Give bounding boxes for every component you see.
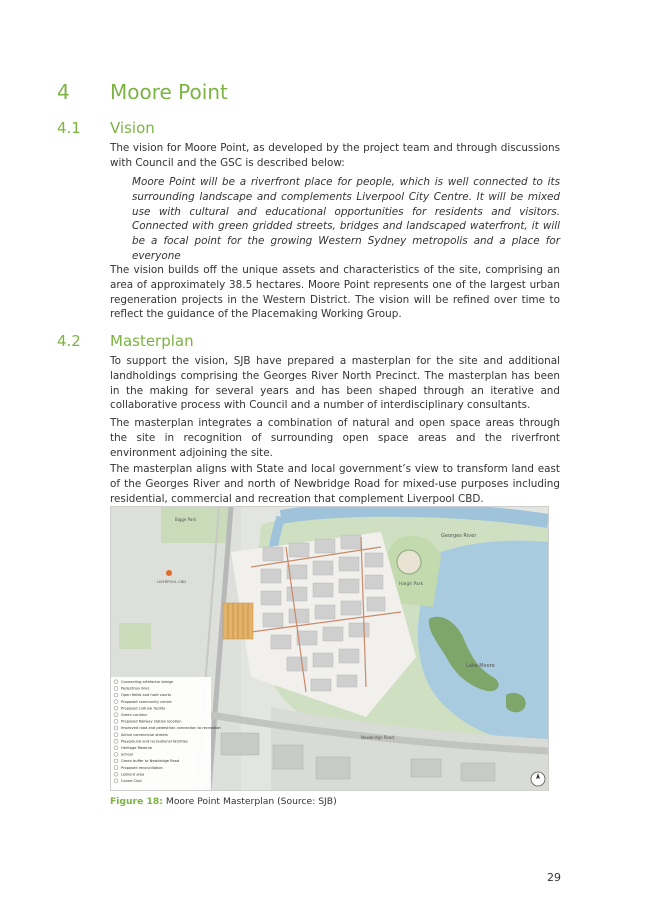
legend-item: Improved road and pedestrian connection to recreation: [121, 726, 221, 731]
figure-caption-label: Figure 18:: [110, 796, 163, 807]
legend-item: Pedestrian links: [121, 686, 150, 691]
figure-caption-text: Moore Point Masterplan (Source: SJB): [162, 796, 337, 807]
legend-marker-icon: [114, 733, 118, 737]
section-heading: [0, 80, 653, 108]
map-label-top-left: Bigge Park: [175, 517, 197, 522]
legend-item: Proposed cultural facility: [121, 706, 166, 711]
legend-item: Proposed Railway station location: [121, 719, 182, 724]
legend-marker-icon: [114, 686, 118, 690]
legend-item: Proposed community centre: [121, 699, 172, 704]
map-label-river: Georges River: [441, 533, 477, 539]
legend-marker-icon: [114, 779, 118, 783]
legend-item: Playground and recreational facilities: [121, 739, 188, 744]
legend-item: Active commercial streets: [121, 732, 168, 737]
legend-item: Lookout area: [121, 772, 145, 777]
masterplan-map-figure: [110, 506, 549, 791]
masterplan-paragraph-1: To support the vision, SJB have prepared a masterplan for the site and additional landholdings comprising the Georges River North Precinct. The masterplan has been in the making for several years and has been shaped through an iterative and collaborative process with Council and a number of interdisciplinary consultants.: [110, 355, 560, 412]
legend-marker-icon: [114, 680, 118, 684]
section-title: Moore Point: [110, 80, 228, 104]
legend-marker-icon: [114, 700, 118, 704]
vision-body-paragraph: The vision builds off the unique assets and characteristics of the site, comprising an area of approximately 38.5 hectares. Moore Point represents one of the largest urban regeneration projects in the Western District. The vision will be refined over time to reflect the guidance of the Placemaking Working Group.: [110, 264, 560, 321]
map-label-liverpool: LIVERPOOL CBD: [157, 580, 186, 584]
legend-marker-icon: [114, 706, 118, 710]
legend-item: Green buffer to Newbridge Road: [121, 759, 180, 764]
vision-quote: Moore Point will be a riverfront place for people, which is well connected to its surrounding landscape and complements Liverpool City Centre. It will be mixed use with cultural and educational opportunities for residents and visitors. Connected with green gridded streets, bridges and landscaped waterfront, it will be a focal point for the growing Western Sydney metropolis and a place for everyone: [132, 176, 560, 262]
subsection-number: 4.2: [57, 332, 81, 350]
legend-marker-icon: [114, 713, 118, 717]
legend-marker-icon: [114, 693, 118, 697]
legend-item: Open fields and hard courts: [121, 693, 171, 698]
subsection-heading-masterplan: [0, 332, 653, 352]
legend-marker-icon: [114, 772, 118, 776]
legend-item: Heritage Reserve: [121, 746, 153, 750]
figure-caption: [110, 796, 337, 807]
legend-marker-icon: [114, 759, 118, 763]
legend-item: School: [121, 752, 133, 757]
legend-item: Canoe Club: [121, 779, 142, 783]
subsection-title: Masterplan: [110, 332, 194, 350]
masterplan-paragraph-3: The masterplan aligns with State and local government’s view to transform land east of the Georges River and north of Newbridge Road for mixed-use purposes including residential, commercial and recreation that complement Liverpool CBD.: [110, 463, 560, 505]
legend-marker-icon: [114, 752, 118, 756]
subsection-heading-vision: [0, 119, 653, 139]
legend-marker-icon: [114, 746, 118, 750]
legend-item: Proposed reconciliation: [121, 765, 163, 770]
legend-item: Green corridor: [121, 713, 148, 717]
section-number: 4: [57, 80, 70, 104]
subsection-title: Vision: [110, 119, 155, 137]
legend-marker-icon: [114, 719, 118, 723]
masterplan-map: [111, 507, 548, 790]
map-label-newbridge: Newbridge Road: [361, 735, 394, 740]
legend-item: Connecting artefactor bridge: [121, 680, 174, 684]
page-number: 29: [547, 871, 561, 884]
subsection-number: 4.1: [57, 119, 81, 137]
north-arrow-icon: [531, 772, 545, 786]
map-label-lake: Lake Moore: [466, 663, 495, 669]
map-label-park: Haigh Park: [399, 582, 424, 587]
legend-marker-icon: [114, 739, 118, 743]
legend-marker-icon: [114, 766, 118, 770]
masterplan-paragraph-2: The masterplan integrates a combination of natural and open space areas through the site in recognition of surrounding open space areas and the riverfront environment adjoining the site.: [110, 417, 560, 459]
vision-intro-paragraph: The vision for Moore Point, as developed by the project team and through discussions with Council and the GSC is described below:: [110, 142, 560, 169]
legend-marker-icon: [114, 726, 118, 730]
